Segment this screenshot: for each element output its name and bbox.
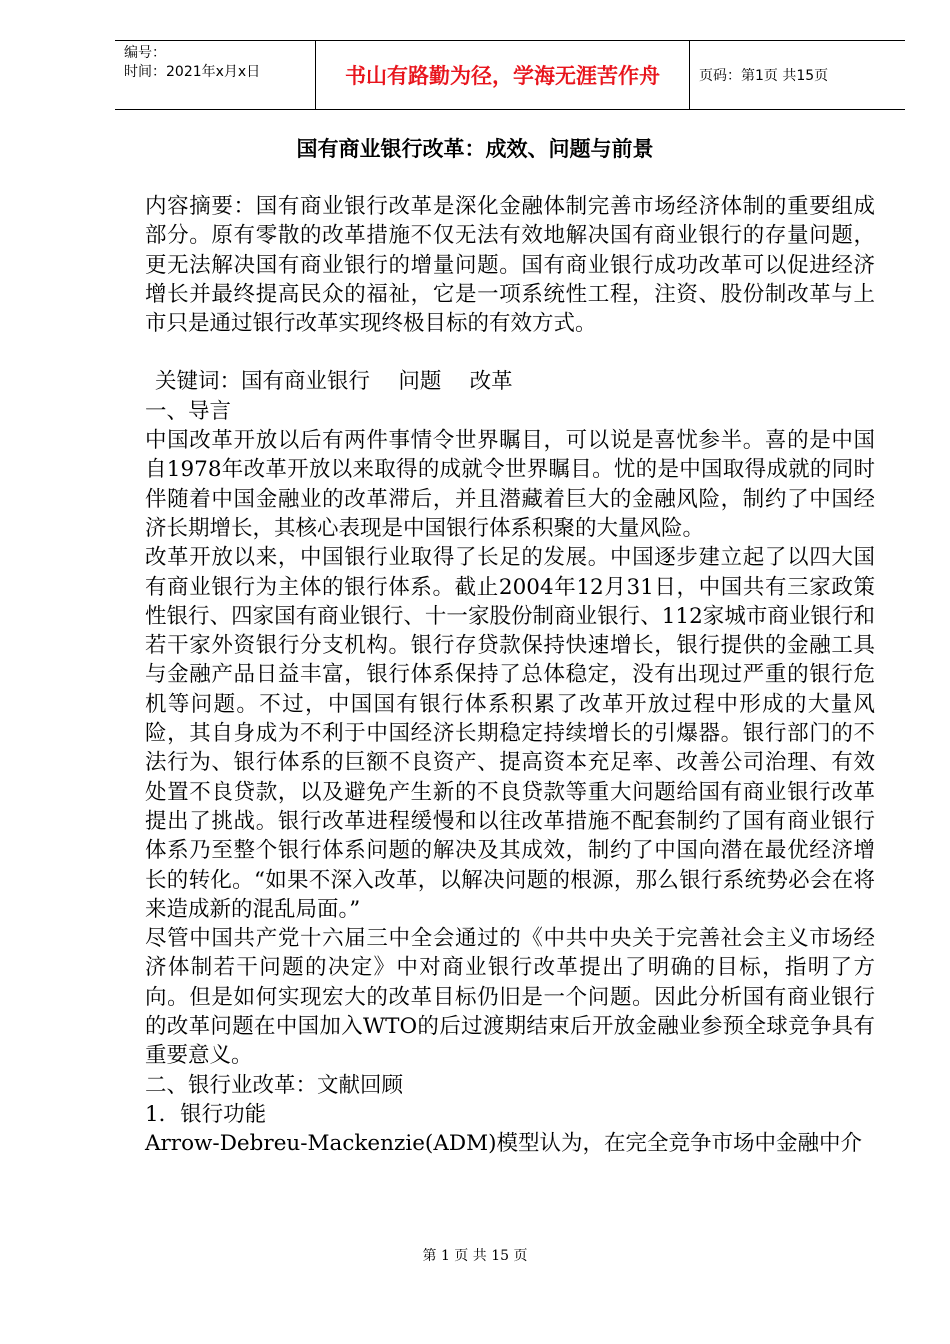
document-body — [145, 192, 875, 1159]
section-heading-review: 二、银行业改革：文献回顾 — [145, 1072, 404, 1098]
header-page-info: 页码：第1页 共15页 — [699, 68, 829, 84]
paragraph: 尽管中国共产党十六届三中全会通过的《中共中央关于完善社会主义市场经济体制若干问题的决定》中对商业银行改革提出了明确的目标，指明了方向。但是如何实现宏大的改革目标仍旧是一个问题。因此分析国有商业银行的改革问题在中国加入WTO的后过渡期结束后开放金融业参预全球竞争具有重要意义。 — [145, 926, 875, 1069]
page-footer: 第 1 页 共 15 页 — [422, 1248, 528, 1264]
section-heading-intro: 一、导言 — [145, 398, 232, 424]
keywords: 关键词：国有商业银行 问题 改革 — [155, 369, 513, 395]
header-motto: 书山有路勤为径，学海无涯苦作舟 — [316, 41, 690, 109]
paragraph: 中国改革开放以后有两件事情令世界瞩目，可以说是喜忧参半。喜的是中国自1978年改革开放以来取得的成就令世界瞩目。忧的是中国取得成就的同时伴随着中国金融业的改革滞后，并且潜藏着巨大的金融风险，制约了中国经济长期增长，其核心表现是中国银行体系积聚的大量风险。 — [145, 428, 875, 541]
page-header — [115, 40, 905, 110]
number-label: 编号： — [124, 45, 166, 61]
abstract: 内容摘要：国有商业银行改革是深化金融体制完善市场经济体制的重要组成部分。原有零散的改革措施不仅无法有效地解决国有商业银行的存量问题，更无法解决国有商业银行的增量问题。国有商业银行成功改革可以促进经济增长并最终提高民众的福祉，它是一项系统性工程，注资、股份制改革与上市只是通过银行改革实现终极目标的有效方式。 — [145, 194, 875, 337]
paragraph: 改革开放以来，中国银行业取得了长足的发展。中国逐步建立起了以四大国有商业银行为主体的银行体系。截止2004年12月31日，中国共有三家政策性银行、四家国有商业银行、十一家股份制商业银行、112家城市商业银行和若干家外资银行分支机构。银行存贷款保持快速增长，银行提供的金融工具与金融产品日益丰富，银行体系保持了总体稳定，没有出现过严重的银行危机等问题。不过，中国国有银行体系积累了改革开放过程中形成的大量风险，其自身成为不利于中国经济长期稳定持续增长的引爆器。银行部门的不法行为、银行体系的巨额不良资产、提高资本充足率、改善公司治理、有效处置不良贷款，以及避免产生新的不良贷款等重大问题给国有商业银行改革提出了挑战。银行改革进程缓慢和以往改革措施不配套制约了国有商业银行体系乃至整个银行体系问题的解决及其成效，制约了中国向潜在最优经济增长的转化。“如果不深入改革，以解决问题的根源，那么银行系统势必会在将来造成新的混乱局面。” — [145, 545, 875, 922]
document-title: 国有商业银行改革：成效、问题与前景 — [296, 137, 654, 161]
header-meta — [115, 41, 316, 109]
paragraph: Arrow-Debreu-Mackenzie(ADM)模型认为，在完全竞争市场中金融中介 — [145, 1131, 862, 1157]
subsection-heading: 1．银行功能 — [145, 1101, 267, 1127]
time-label: 时间：2021年x月x日 — [124, 64, 261, 80]
